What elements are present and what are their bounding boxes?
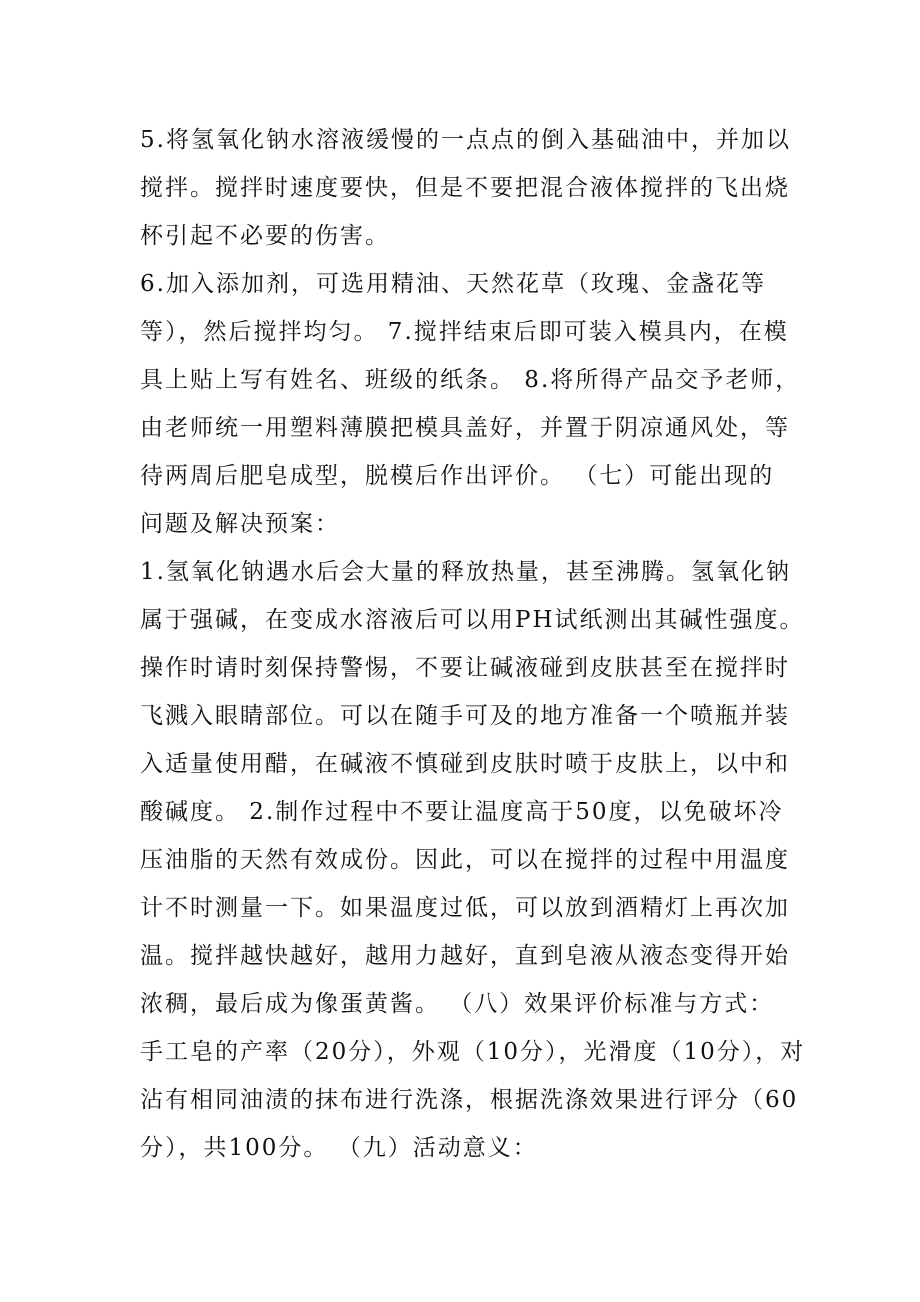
- text-line: 待两周后肥皂成型，脱模后作出评价。 （七）可能出现的: [140, 463, 775, 489]
- text-line: 飞溅入眼睛部位。可以在随手可及的地方准备一个喷瓶并装: [140, 703, 790, 729]
- text-line: 杯引起不必要的伤害。: [140, 223, 390, 249]
- text-line: 6.加入添加剂，可选用精油、天然花草（玫瑰、金盏花等: [140, 271, 766, 297]
- text-line: 问题及解决预案：: [140, 511, 340, 537]
- text-line: 搅拌。搅拌时速度要快，但是不要把混合液体搅拌的飞出烧: [140, 175, 790, 201]
- text-line: 1.氢氧化钠遇水后会大量的释放热量，甚至沸腾。氢氧化钠: [140, 559, 791, 585]
- text-line: 计不时测量一下。如果温度过低，可以放到酒精灯上再次加: [140, 895, 790, 921]
- text-line: 酸碱度。 2.制作过程中不要让温度高于50度，以免破坏冷: [140, 799, 784, 825]
- text-line: 温。搅拌越快越好，越用力越好，直到皂液从液态变得开始: [140, 943, 790, 969]
- text-line: 浓稠，最后成为像蛋黄酱。 （八）效果评价标准与方式：: [140, 991, 775, 1017]
- text-line: 手工皂的产率（20分），外观（10分），光滑度（10分），对: [140, 1039, 806, 1065]
- text-line: 5.将氢氧化钠水溶液缓慢的一点点的倒入基础油中，并加以: [140, 127, 791, 153]
- text-line: 等），然后搅拌均匀。 7.搅拌结束后即可装入模具内，在模: [140, 319, 789, 345]
- text-line: 具上贴上写有姓名、班级的纸条。 8.将所得产品交予老师，: [140, 367, 801, 393]
- document-body: [140, 116, 806, 1172]
- text-line: 入适量使用醋，在碱液不慎碰到皮肤时喷于皮肤上，以中和: [140, 751, 790, 777]
- text-line: 操作时请时刻保持警惕，不要让碱液碰到皮肤甚至在搅拌时: [140, 655, 790, 681]
- text-line: 沾有相同油渍的抹布进行洗涤，根据洗涤效果进行评分（60: [140, 1087, 799, 1113]
- text-line: 分），共100分。 （九）活动意义：: [140, 1135, 538, 1161]
- text-line: 压油脂的天然有效成份。因此，可以在搅拌的过程中用温度: [140, 847, 790, 873]
- text-line: 由老师统一用塑料薄膜把模具盖好，并置于阴凉通风处，等: [140, 415, 790, 441]
- text-line: 属于强碱，在变成水溶液后可以用PH试纸测出其碱性强度。: [140, 607, 805, 633]
